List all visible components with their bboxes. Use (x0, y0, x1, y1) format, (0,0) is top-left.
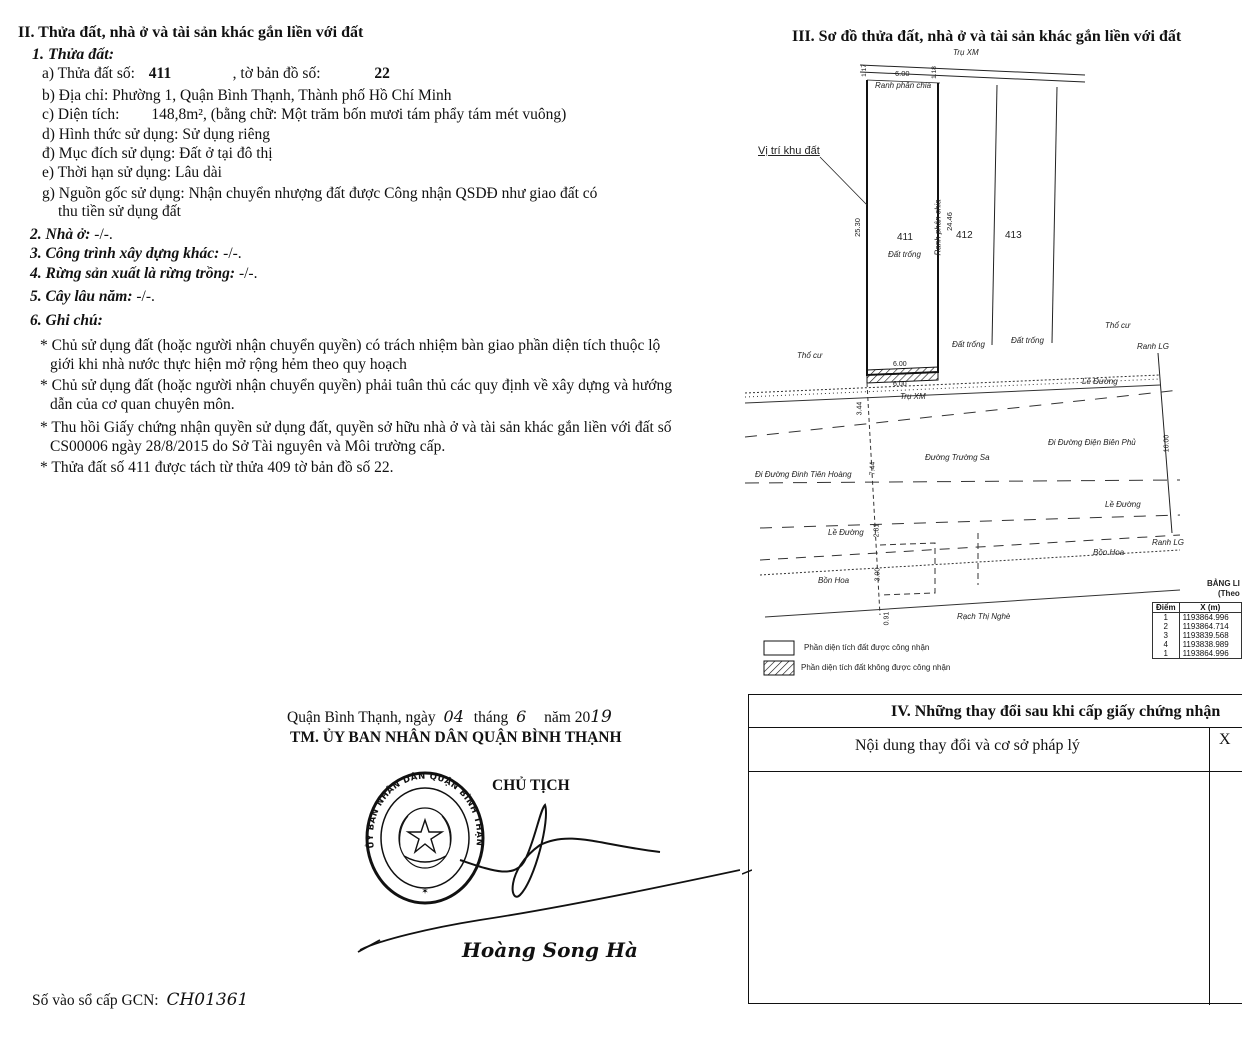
dat-trong-411: Đất trống (888, 250, 921, 259)
tho-cu-left: Thổ cư (797, 351, 823, 360)
item-3-title: 3. Công trình xây dựng khác: (30, 245, 220, 262)
year-label: năm 20 (544, 709, 591, 726)
legend-recognized: Phần diện tích đất được công nhận (804, 643, 930, 652)
usage-purpose-row: đ) Mục đích sử dụng: Đất ở tại đô thị (42, 145, 273, 162)
tho-cu-right: Thổ cư (1105, 321, 1131, 330)
bon-hoa-right: Bồn Hoa (1093, 548, 1125, 557)
item-5-value: -/-. (136, 288, 155, 305)
issue-date (287, 707, 612, 727)
section-title-iv: IV. Những thay đổi sau khi cấp giấy chứng nhận (891, 703, 1221, 720)
ranh-phan-chia-top-label: Ranh phân chia (875, 81, 932, 90)
table-row: 2 1193864.714 (1153, 622, 1242, 631)
dim-281: 2.81 (873, 523, 881, 538)
dim-2530: 25.30 (852, 218, 862, 237)
origin-row-2: thu tiền sử dụng đất (58, 203, 181, 220)
parcel-row (42, 65, 390, 83)
note-1: * Chủ sử dụng đất (hoặc người nhận chuyển quyền) có trách nhiệm bàn giao phần diện tích thuộc lộ giới khi nhà nước thực hiện mở rộng hẻm theo quy hoạch (40, 337, 661, 373)
parcel-label: a) Thửa đất số: (42, 65, 135, 82)
changes-col-content: Nội dung thay đổi và cơ sở pháp lý (855, 737, 1080, 754)
date-prefix: Quận Bình Thạnh, ngày (287, 709, 436, 726)
le-duong-1: Lề Đường (1082, 377, 1118, 386)
item-2-title: 2. Nhà ở: (30, 226, 91, 243)
origin-row-1: g) Nguồn gốc sử dụng: Nhận chuyển nhượng đất được Công nhận QSDĐ như giao đất có (42, 185, 598, 202)
di-dien-bien-phu-label: Đi Đường Điện Biên Phủ (1048, 438, 1136, 447)
di-dinh-tien-hoang-label: Đi Đường Đinh Tiên Hoàng (755, 470, 852, 479)
seal-text: ỦY BAN NHÂN DÂN QUẬN BÌNH THẠN (365, 771, 485, 849)
parcel-412-label: 412 (956, 230, 973, 241)
parcel-map (740, 45, 1242, 685)
coord-table-title: BẢNG LI (1207, 579, 1240, 588)
section-title-iii: III. Sơ đồ thửa đất, nhà ở và tài sản khác gắn liền với đất (792, 28, 1182, 45)
ranh-lg-top: Ranh LG (1137, 342, 1170, 351)
dim-744: 7.44 (869, 461, 877, 476)
area-row (42, 106, 566, 124)
authority-title: TM. ỦY BAN NHÂN DÂN QUẬN BÌNH THẠNH (290, 729, 622, 746)
parcel-number: 411 (148, 65, 172, 82)
item-2-row (30, 226, 113, 244)
item-4-row (30, 265, 257, 283)
date-month: 6 (516, 707, 527, 726)
gcn-row (32, 990, 248, 1010)
tru-xm-top-label: Trụ XM (953, 48, 979, 57)
bon-hoa-left: Bồn Hoa (818, 576, 850, 585)
dim-344: 3.44 (856, 401, 864, 416)
table-row: 1 1193864.996 (1153, 649, 1242, 659)
item-4-value: -/-. (238, 265, 258, 282)
le-duong-2: Lề Đường (1105, 500, 1141, 509)
gcn-label: Số vào sổ cấp GCN: (32, 992, 159, 1009)
tru-xm-bottom-label: Trụ XM (900, 392, 926, 401)
table-row: 3 1193839.568 (1153, 631, 1242, 640)
coord-header-x: X (m) (1179, 603, 1241, 613)
dim-2446: 24.46 (944, 212, 954, 231)
le-duong-3: Lề Đường (828, 528, 864, 537)
dim-300: 3.00 (874, 567, 882, 582)
coord-header-row (1153, 603, 1242, 613)
coord-table-subtitle: (Theo (1218, 589, 1240, 598)
dim-1600: 16.00 (1163, 434, 1171, 453)
dim-117: 1.17 (860, 64, 868, 77)
dat-trong-413: Đất trống (1011, 336, 1044, 345)
item-1-title: 1. Thửa đất: (32, 46, 115, 63)
item-2-value: -/-. (94, 226, 113, 243)
chairman-title: CHỦ TỊCH (492, 777, 570, 794)
parcel-411-label: 411 (897, 232, 913, 243)
duong-truong-sa-label: Đường Trường Sa (925, 453, 990, 462)
svg-text:✶: ✶ (421, 887, 429, 897)
item-4-title: 4. Rừng sản xuất là rừng trồng: (30, 265, 236, 282)
note-4: * Thửa đất số 411 được tách từ thửa 409 tờ bản đồ số 22. (40, 459, 394, 476)
dim-600-front: 6.00 (893, 361, 907, 368)
ranh-phan-chia-side-label: Ranh phân chia (933, 199, 943, 256)
map-sheet-number: 22 (374, 65, 390, 82)
dim-600-road: 6.00 (893, 381, 907, 388)
item-3-row (30, 245, 242, 263)
rach-thi-nghe-label: Rạch Thị Nghè (957, 612, 1011, 621)
legend-not-recognized: Phần diện tích đất không được công nhận (801, 663, 951, 672)
month-label: tháng (473, 709, 509, 726)
gcn-number: CH01361 (166, 990, 249, 1010)
date-day: 04 (443, 707, 464, 726)
vi-tri-khu-dat-label: Vị trí khu đất (758, 145, 820, 157)
table-row: 1 1193864.996 (1153, 613, 1242, 623)
signer-name: Hoàng Song Hà (462, 938, 638, 962)
dim-118: 1.18 (930, 66, 938, 79)
dim-091: 0.91 (883, 611, 891, 626)
changes-box (748, 694, 1242, 1004)
parcel-413-label: 413 (1005, 230, 1022, 241)
item-3-value: -/-. (223, 245, 242, 262)
dim-600-top: 6.00 (895, 69, 910, 78)
changes-table-divider (749, 771, 1242, 772)
map-sheet-label: , tờ bản đồ số: (232, 65, 321, 82)
address-row: b) Địa chỉ: Phường 1, Quận Bình Thạnh, Thành phố Hồ Chí Minh (42, 87, 452, 104)
changes-col-divider (1209, 727, 1210, 1005)
coordinate-table (1152, 602, 1242, 659)
area-label: c) Diện tích: (42, 106, 120, 123)
item-6-title: 6. Ghi chú: (30, 312, 103, 329)
area-value: 148,8m², (bằng chữ: Một trăm bốn mươi tám phẩy tám mét vuông) (151, 106, 567, 123)
coord-header-point: Điểm (1153, 603, 1180, 613)
dat-trong-412: Đất trống (952, 340, 985, 349)
changes-header-divider (749, 727, 1242, 728)
note-2: * Chủ sử dụng đất (hoặc người nhận chuyển quyền) phải tuân thủ các quy định về xây dựng và hướng dẫn của cơ quan chuyên môn. (40, 377, 672, 413)
item-5-title: 5. Cây lâu năm: (30, 288, 133, 305)
note-3: * Thu hồi Giấy chứng nhận quyền sử dụng đất, quyền sở hữu nhà ở và tài sản khác gắn liền với đất số CS00006 ngày 28/8/2015 do Sở Tài nguyên và Môi trường cấp. (40, 419, 672, 455)
date-year-suffix: 19 (590, 707, 612, 727)
table-row: 4 1193838.989 (1153, 640, 1242, 649)
changes-col-x: X (1219, 731, 1231, 748)
item-5-row (30, 288, 155, 306)
usage-term-row: e) Thời hạn sử dụng: Lâu dài (42, 164, 222, 181)
ranh-lg-bottom: Ranh LG (1152, 538, 1185, 547)
usage-form-row: d) Hình thức sử dụng: Sử dụng riêng (42, 126, 270, 143)
map-drawing (740, 45, 1242, 685)
section-title-ii: II. Thửa đất, nhà ở và tài sản khác gắn liền với đất (18, 24, 364, 41)
